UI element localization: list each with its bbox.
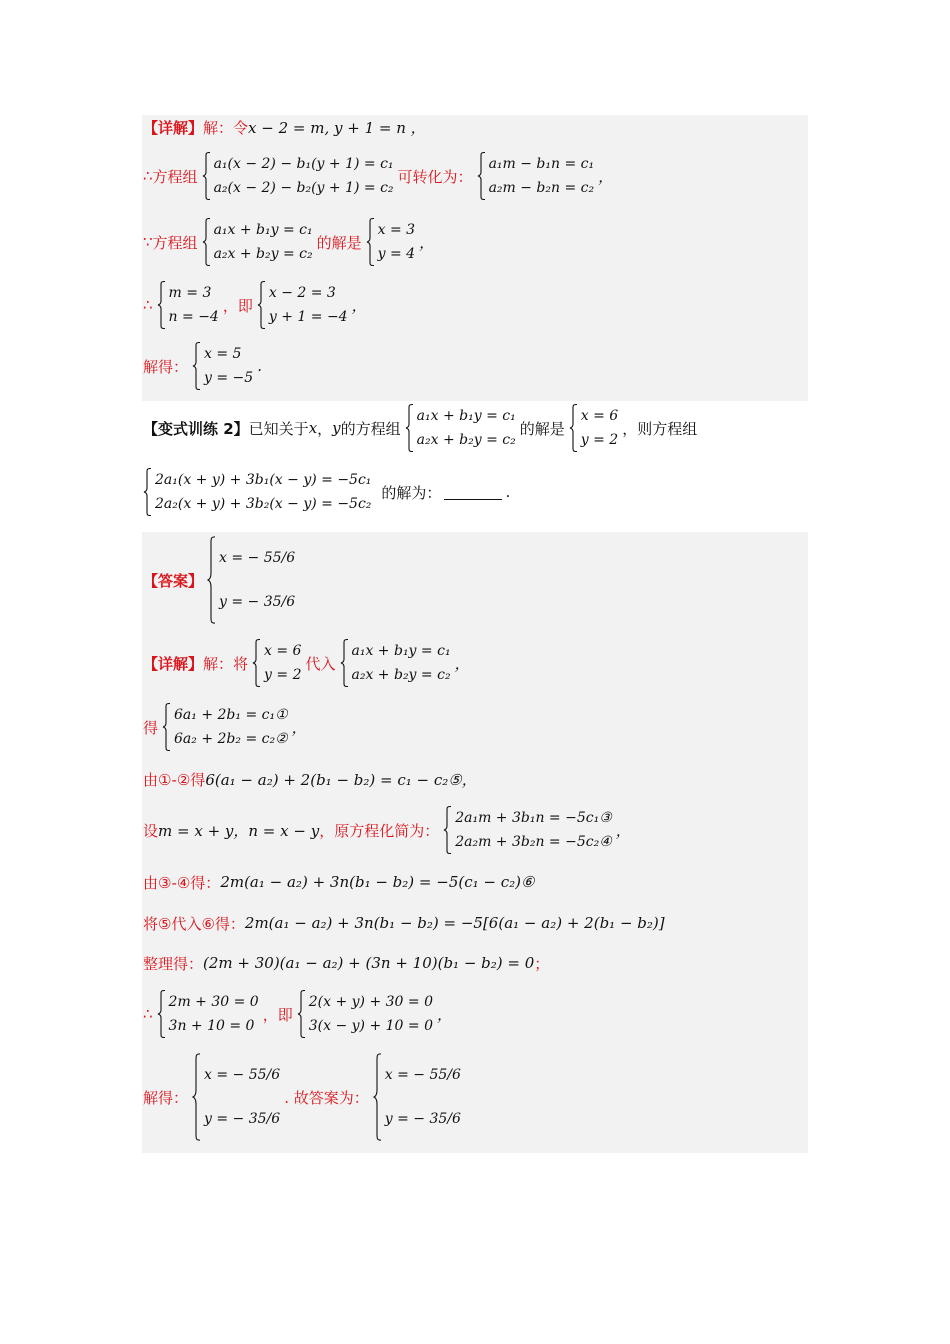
punctuation: ， bbox=[615, 821, 631, 840]
text-label: 代入 bbox=[305, 654, 336, 673]
equation-system bbox=[157, 281, 219, 329]
detail-line-3 bbox=[143, 217, 434, 267]
equation-row: a₁x + b₁y = c₁ bbox=[351, 643, 451, 659]
detail-line-8 bbox=[143, 767, 477, 791]
answer-label: 【答案】 bbox=[143, 571, 204, 590]
equation-system bbox=[202, 218, 313, 266]
equation-row: 6a₁ + 2b₁ = c₁① bbox=[174, 707, 288, 723]
text-label: 由③-④得： bbox=[143, 873, 221, 892]
variable: y bbox=[332, 419, 341, 437]
because-icon: ∵ bbox=[143, 233, 153, 251]
punctuation: ， bbox=[436, 1005, 452, 1024]
text-label: ，原方程化简为： bbox=[319, 821, 440, 840]
left-brace-icon bbox=[443, 806, 452, 854]
text-label: 解得： bbox=[143, 1088, 189, 1107]
detail-line-13 bbox=[143, 989, 452, 1039]
detail-line-1 bbox=[143, 115, 426, 139]
detail-line-9 bbox=[143, 805, 631, 855]
equation-row: x = − 55/6 bbox=[204, 1067, 281, 1083]
equation-row: y = − 35/6 bbox=[384, 1111, 461, 1127]
left-brace-icon bbox=[192, 1053, 201, 1141]
text-label: 设 bbox=[143, 821, 159, 840]
text-label: 解：将 bbox=[203, 654, 249, 673]
left-brace-icon bbox=[257, 281, 266, 329]
equation-system bbox=[405, 404, 516, 452]
problem-text: 的解是 bbox=[519, 419, 565, 438]
equation-row: 6a₂ + 2b₂ = c₂② bbox=[174, 731, 288, 747]
equation-row: x = 6 bbox=[580, 408, 619, 424]
detail-line-2 bbox=[143, 151, 613, 201]
separator: ， bbox=[317, 419, 333, 438]
equation-system bbox=[192, 1053, 280, 1141]
variable: x bbox=[308, 419, 318, 437]
equation-system bbox=[569, 404, 618, 452]
math-expression: (2m + 30)(a₁ − a₂) + (3n + 10)(b₁ − b₂) = 0 bbox=[203, 954, 535, 972]
text-label: 将⑤代入⑥得： bbox=[143, 914, 245, 933]
text-label: 解得： bbox=[143, 357, 189, 376]
equation-row: y = − 35/6 bbox=[204, 1111, 281, 1127]
equation-system bbox=[443, 806, 612, 854]
text-label: 得 bbox=[143, 718, 159, 737]
equation-row: a₂m − b₂n = c₂ bbox=[488, 180, 595, 196]
equation-system bbox=[373, 1053, 461, 1141]
equation-row: m = 3 bbox=[168, 285, 212, 301]
left-brace-icon bbox=[477, 152, 486, 200]
detail-text: 解：令 bbox=[203, 118, 249, 137]
math-expression: 2m(a₁ − a₂) + 3n(b₁ − b₂) = −5(c₁ − c₂)⑥ bbox=[220, 873, 535, 891]
left-brace-icon bbox=[157, 281, 166, 329]
problem-line-1 bbox=[143, 403, 697, 453]
equation-row: a₁x + b₁y = c₁ bbox=[416, 408, 516, 424]
problem-text: ，则方程组 bbox=[622, 419, 698, 438]
equation-row: a₂x + b₂y = c₂ bbox=[351, 667, 451, 683]
equation-row: x = 5 bbox=[204, 346, 242, 362]
equation-system bbox=[192, 342, 253, 390]
detail-label: 【详解】 bbox=[143, 654, 204, 673]
equation-row: y = 2 bbox=[264, 667, 302, 683]
punctuation: ， bbox=[351, 296, 367, 315]
equation-row: 2m + 30 = 0 bbox=[168, 994, 259, 1010]
problem-text: 已知关于 bbox=[248, 419, 309, 438]
detail-line-6 bbox=[143, 638, 470, 688]
equation-row: a₁x + b₁y = c₁ bbox=[213, 222, 313, 238]
left-brace-icon bbox=[373, 1053, 382, 1141]
therefore-icon: ∴ bbox=[143, 296, 153, 314]
text-label: 整理得： bbox=[143, 954, 204, 973]
equation-system bbox=[366, 218, 415, 266]
equation-system bbox=[297, 990, 433, 1038]
punctuation: ； bbox=[534, 954, 550, 973]
equation-row: 2(x + y) + 30 = 0 bbox=[308, 994, 433, 1010]
punctuation: ， bbox=[291, 718, 307, 737]
left-brace-icon bbox=[202, 152, 211, 200]
text-label: ，即 bbox=[262, 1005, 293, 1024]
detail-line-4 bbox=[143, 280, 367, 330]
left-brace-icon bbox=[157, 990, 166, 1038]
equation-system bbox=[252, 639, 301, 687]
equation-row: 3n + 10 = 0 bbox=[168, 1018, 255, 1034]
left-brace-icon bbox=[252, 639, 261, 687]
detail-line-5 bbox=[143, 341, 262, 391]
equation-row: 2a₁m + 3b₁n = −5c₁③ bbox=[455, 810, 612, 826]
left-brace-icon bbox=[405, 404, 414, 452]
math-expression: 6(a₁ − a₂) + 2(b₁ − b₂) = c₁ − c₂⑤， bbox=[205, 770, 477, 789]
text-label: 可转化为： bbox=[397, 167, 473, 186]
text-label: ，即 bbox=[222, 296, 253, 315]
equation-row: x = 6 bbox=[264, 643, 302, 659]
equation-row: y = 2 bbox=[580, 432, 619, 448]
left-brace-icon bbox=[162, 703, 171, 751]
math-expression: m = x + y，n = x − y bbox=[158, 821, 320, 840]
problem-line-2 bbox=[143, 467, 510, 517]
punctuation: ， bbox=[454, 654, 470, 673]
substitution-expr: x − 2 = m, y + 1 = n ， bbox=[248, 118, 426, 137]
left-brace-icon bbox=[340, 639, 349, 687]
equation-system bbox=[143, 468, 371, 516]
therefore-icon: ∴ bbox=[143, 167, 153, 185]
equation-row: x − 2 = 3 bbox=[268, 285, 336, 301]
detail-line-12 bbox=[143, 951, 549, 975]
equation-row: a₂x + b₂y = c₂ bbox=[416, 432, 516, 448]
equation-row: 2a₂(x + y) + 3b₂(x − y) = −5c₂ bbox=[155, 496, 372, 512]
equation-row: 2a₂m + 3b₂n = −5c₂④ bbox=[455, 834, 612, 850]
left-brace-icon bbox=[143, 468, 152, 516]
left-brace-icon bbox=[569, 404, 578, 452]
text-label: 的解是 bbox=[316, 233, 362, 252]
detail-line-14 bbox=[143, 1053, 465, 1141]
equation-row: y = −5 bbox=[204, 370, 254, 386]
problem-text: 的方程组 bbox=[340, 419, 401, 438]
left-brace-icon bbox=[202, 218, 211, 266]
punctuation: ， bbox=[419, 233, 435, 252]
answer-blank bbox=[444, 485, 502, 500]
equation-system bbox=[162, 703, 288, 751]
equation-row: n = −4 bbox=[168, 309, 219, 325]
equation-row: a₁m − b₁n = c₁ bbox=[488, 156, 595, 172]
text-label: 方程组 bbox=[152, 233, 198, 252]
left-brace-icon bbox=[192, 342, 201, 390]
equation-row: x = − 55/6 bbox=[384, 1067, 461, 1083]
problem-label: 【变式训练 2】 bbox=[143, 419, 249, 438]
punctuation: . bbox=[257, 357, 262, 375]
text-label: 由①-②得 bbox=[143, 770, 206, 789]
equation-system bbox=[207, 536, 295, 624]
punctuation: ， bbox=[598, 167, 614, 186]
problem-text: 的解为： bbox=[381, 483, 442, 502]
equation-system bbox=[257, 281, 348, 329]
left-brace-icon bbox=[366, 218, 375, 266]
equation-system bbox=[477, 152, 595, 200]
detail-line-10 bbox=[143, 870, 534, 894]
equation-row: x = 3 bbox=[377, 222, 416, 238]
detail-line-7 bbox=[143, 702, 307, 752]
text-label: . 故答案为： bbox=[284, 1088, 369, 1107]
left-brace-icon bbox=[207, 536, 216, 624]
equation-row: 3(x − y) + 10 = 0 bbox=[308, 1018, 433, 1034]
equation-system bbox=[202, 152, 394, 200]
equation-row: 2a₁(x + y) + 3b₁(x − y) = −5c₁ bbox=[155, 472, 372, 488]
therefore-icon: ∴ bbox=[143, 1005, 153, 1023]
equation-row: a₂(x − 2) − b₂(y + 1) = c₂ bbox=[213, 180, 394, 196]
punctuation: . bbox=[505, 483, 511, 501]
equation-row: y = 4 bbox=[377, 246, 416, 262]
equation-row: y + 1 = −4 bbox=[268, 309, 348, 325]
text-label: 方程组 bbox=[152, 167, 198, 186]
equation-row: a₂x + b₂y = c₂ bbox=[213, 246, 313, 262]
equation-row: x = − 55/6 bbox=[219, 550, 296, 566]
detail-label: 【详解】 bbox=[143, 118, 204, 137]
left-brace-icon bbox=[297, 990, 306, 1038]
equation-row: a₁(x − 2) − b₁(y + 1) = c₁ bbox=[213, 156, 394, 172]
math-expression: 2m(a₁ − a₂) + 3n(b₁ − b₂) = −5[6(a₁ − a₂) + 2(b₁ − b₂)] bbox=[244, 914, 665, 932]
answer-line bbox=[143, 536, 299, 624]
equation-system bbox=[340, 639, 451, 687]
detail-line-11 bbox=[143, 910, 665, 936]
equation-row: y = − 35/6 bbox=[219, 594, 296, 610]
equation-system bbox=[157, 990, 259, 1038]
